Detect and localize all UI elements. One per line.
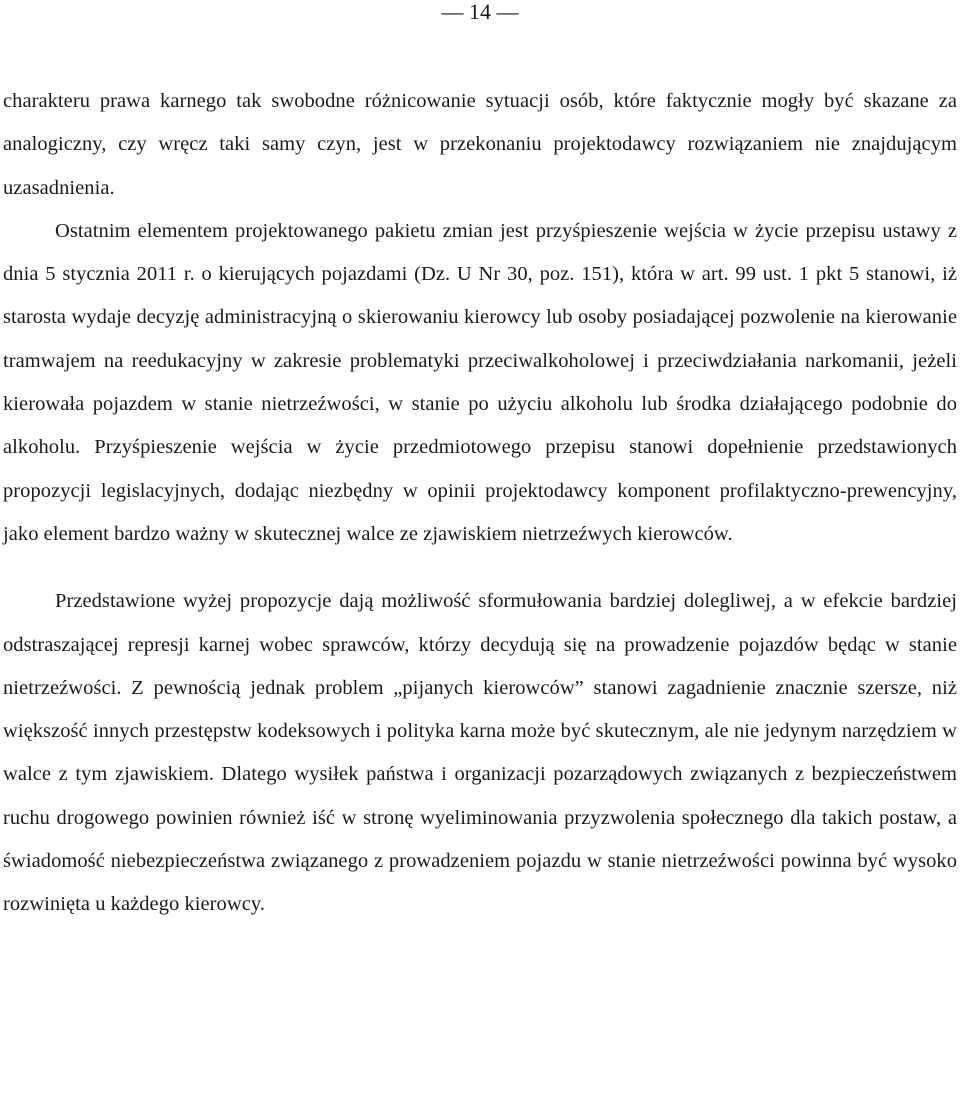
paragraph-conclusion: Przedstawione wyżej propozycje dają możliwość sformułowania bardziej dolegliwej, a w efekcie bardziej odstraszającej represji karnej wobec sprawców, którzy decydują się na prowadzenie pojazdów będąc w stanie nietrzeźwości. Z pewnością jednak problem „pijanych kierowców” stanowi zagadnienie znacznie szersze, niż większość innych przestępstw kodeksowych i polityka karna może być skutecznym, ale nie jedynym narzędziem w walce z tym zjawiskiem. Dlatego wysiłek państwa i organizacji pozarządowych związanych z bezpieczeństwem ruchu drogowego powinien również iść w stronę wyeliminowania przyzwolenia społecznego dla takich postaw, a świadomość niebezpieczeństwa związanego z prowadzeniem pojazdu w stanie nietrzeźwości powinna być wysoko rozwinięta u każdego kierowcy. xyxy=(3,590,957,916)
document-body xyxy=(3,80,957,927)
paragraph-continuation: charakteru prawa karnego tak swobodne różnicowanie sytuacji osób, które faktycznie mogły być skazane za analogiczny, czy wręcz taki samy czyn, jest w przekonaniu projektodawcy rozwiązaniem nie znajdującym uzasadnienia. xyxy=(3,90,957,199)
page-number: — 14 — xyxy=(441,0,519,24)
paragraph-legislative-package: Ostatnim elementem projektowanego pakietu zmian jest przyśpieszenie wejścia w życie przepisu ustawy z dnia 5 stycznia 2011 r. o kierujących pojazdami (Dz. U Nr 30, poz. 151), która w art. 99 ust. 1 pkt 5 stanowi, iż starosta wydaje decyzję administracyjną o skierowaniu kierowcy lub osoby posiadającej pozwolenie na kierowanie tramwajem na reedukacyjny w zakresie problematyki przeciwalkoholowej i przeciwdziałania narkomanii, jeżeli kierowała pojazdem w stanie nietrzeźwości, w stanie po użyciu alkoholu lub środka działającego podobnie do alkoholu. Przyśpieszenie wejścia w życie przedmiotowego przepisu stanowi dopełnienie przedstawionych propozycji legislacyjnych, dodając niezbędny w opinii projektodawcy komponent profilaktyczno-prewencyjny, jako element bardzo ważny w skutecznej walce ze zjawiskiem nietrzeźwych kierowców. xyxy=(3,219,957,545)
